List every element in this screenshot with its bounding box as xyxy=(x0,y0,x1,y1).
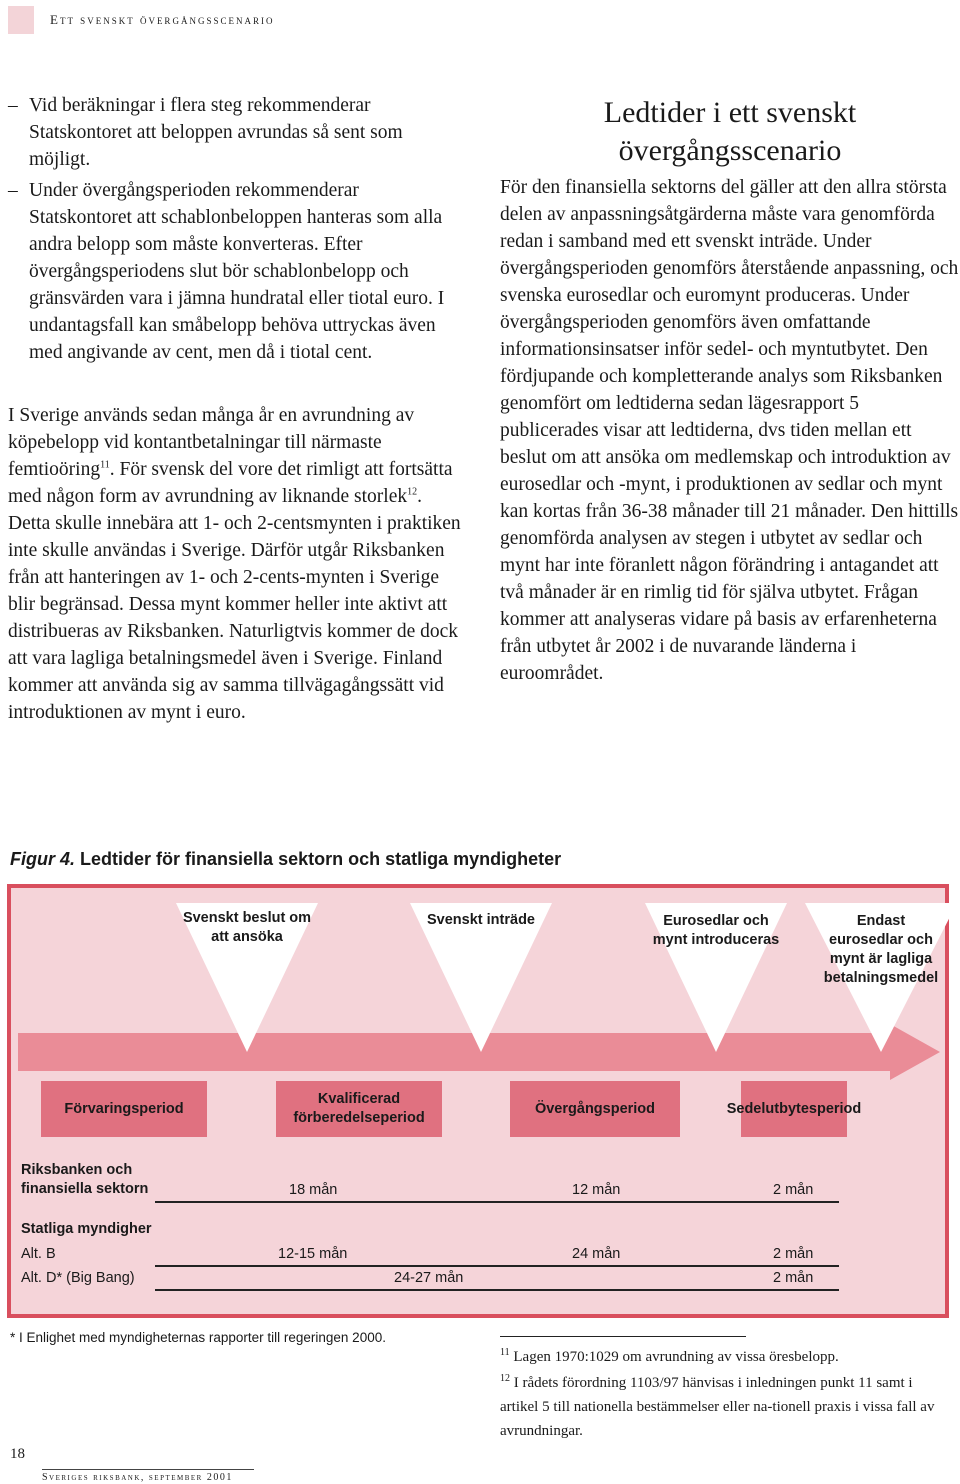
list-item: – Vid beräkningar i flera steg rekommenderar Statskontoret att beloppen avrundas så sent som möjligt. xyxy=(8,95,403,170)
footer-rule xyxy=(42,1469,254,1470)
duration-line xyxy=(155,1265,839,1267)
phase-box: Förvaringsperiod xyxy=(41,1081,207,1137)
row-label: Alt. D* (Big Bang) xyxy=(21,1270,135,1286)
body-paragraph: I Sverige används sedan många år en avrundning av köpebelopp vid kontantbetalningar till närmaste femtioöring$^{11}$. För svensk del vore det rimligt att fortsätta med någon form av avrundning av liknande storlek$^{12}$. Detta skulle innebära att 1- och 2-centsmynten i praktiken inte skulle användas i Sverige. Därför utgår Riksbanken från att hanteringen av 1- och 2-cents-mynten i Sverige blir begränsad. Dessa mynt kommer heller inte aktivt att distribueras av Riksbanken. Naturligtvis kommer de dock att vara lagliga betalningsmedel även i Sverige. Finland kommer att använda sig av samma tillvägagångssätt vid introduktionen av mynt i euro. xyxy=(8,405,461,723)
duration-value: 2 mån xyxy=(773,1246,814,1262)
row-group-label: Riksbanken och finansiella sektorn xyxy=(21,1162,149,1197)
footnotes xyxy=(500,1345,952,1443)
page-number: 18 xyxy=(10,1446,25,1462)
body-paragraph: För den finansiella sektorns del gäller att den allra största delen av anpassningsåtgärderna måste vara genomförda redan i samband med ett svenskt inträde. Under övergångsperioden genomförs återstående anpassning, och svenska eurosedlar och euromynt produceras. Under övergångsperioden genomförs även omfattande informationsinsatser inför sedel- och myntutbytet. Den fördjupande och kompletterande analys som Riksbanken genomfört om ledtiderna sedan lägesrapport 5 publicerades visar att ledtiderna, dvs tiden mellan ett beslut om att ansöka om medlemskap och introduktion av eurosedlar och -mynt, i produktionen av sedlar och mynt kan kortas från 36-38 månader till 21 månader. Den hittills genomförda analysen av stegen i utbytet av sedlar och mynt har inte föranlett någon förändring i antagandet att två månader är en rimlig tid för själva utbytet. Frågan kommer att analyseras vidare på basis av erfarenheterna från utbytet år 2002 i de nuvarande länderna i euroområdet. xyxy=(500,177,959,684)
running-title: Ett svenskt övergångsscenario xyxy=(50,12,275,27)
duration-line xyxy=(155,1289,839,1291)
footnote-divider xyxy=(500,1336,746,1337)
phase-box: Kvalificerad förberedelseperiod xyxy=(276,1081,442,1137)
footnote-ref: 12 xyxy=(407,486,418,498)
duration-value: 24-27 mån xyxy=(394,1270,464,1286)
milestone-label: Svenskt beslut om att ansöka xyxy=(182,910,312,945)
phase-box: Sedelutbytesperiod xyxy=(741,1081,847,1137)
footnote-11: $^{11}$ Lagen 1970:1029 om avrundning av vissa öresbelopp. xyxy=(500,1347,839,1365)
duration-value: 2 mån xyxy=(773,1182,814,1198)
figure-title: Ledtider för finansiella sektorn och statliga myndigheter xyxy=(80,849,562,869)
publication-footer: Sveriges riksbank, september 2001 xyxy=(42,1472,233,1483)
milestone-label: Eurosedlar och mynt introduceras xyxy=(652,913,780,948)
row-group-label: Statliga myndigher xyxy=(21,1221,152,1237)
phase-box: Övergångsperiod xyxy=(510,1081,680,1137)
bullet-text: Vid beräkningar i flera steg rekommenderar Statskontoret att beloppen avrundas så sent som möjligt. xyxy=(29,95,403,170)
duration-value: 24 mån xyxy=(572,1246,621,1262)
bullet-text: Under övergångsperioden rekommenderar Statskontoret att schablonbeloppen hanteras som alla andra belopp som måste konverteras. Efter övergångsperiodens slut bör schablonbelopp och gränsvärden vara i jämna hundratal eller tiotal euro. I undantagsfall kan småbelopp behöva uttryckas även med angivande av cent, men då i tiotal cent. xyxy=(29,180,445,363)
list-item: – Under övergångsperioden rekommenderar Statskontoret att schablonbeloppen hanteras som alla andra belopp som måste konverteras. Efter övergångsperiodens slut bör schablonbelopp och gränsvärden vara i jämna hundratal eller tiotal euro. I undantagsfall kan småbelopp behöva uttryckas även med angivande av cent, men då i tiotal cent. xyxy=(8,180,445,363)
duration-value: 2 mån xyxy=(773,1270,814,1286)
duration-value: 12-15 mån xyxy=(278,1246,348,1262)
duration-value: 18 mån xyxy=(289,1182,338,1198)
figure-label: Figur 4. xyxy=(10,849,76,869)
duration-value: 12 mån xyxy=(572,1182,621,1198)
row-label: Alt. B xyxy=(21,1246,56,1262)
section-heading: Ledtider i ett svenskt övergångsscenario xyxy=(603,96,857,167)
milestone-label: Endast eurosedlar och mynt är lagliga betalningsmedel xyxy=(823,913,939,986)
duration-line xyxy=(155,1201,839,1203)
milestone-label: Svenskt inträde xyxy=(427,912,535,928)
footnote-12: $^{12}$ I rådets förordning 1103/97 hänvisas i inledningen punkt 11 samt i artikel 5 till nationella bestämmelser eller na-tionell praxis i vissa fall av avrundningar. xyxy=(500,1373,935,1439)
figure-note: * I Enlighet med myndigheternas rapporter till regeringen 2000. xyxy=(10,1330,386,1345)
footnote-ref: 11 xyxy=(100,459,110,471)
